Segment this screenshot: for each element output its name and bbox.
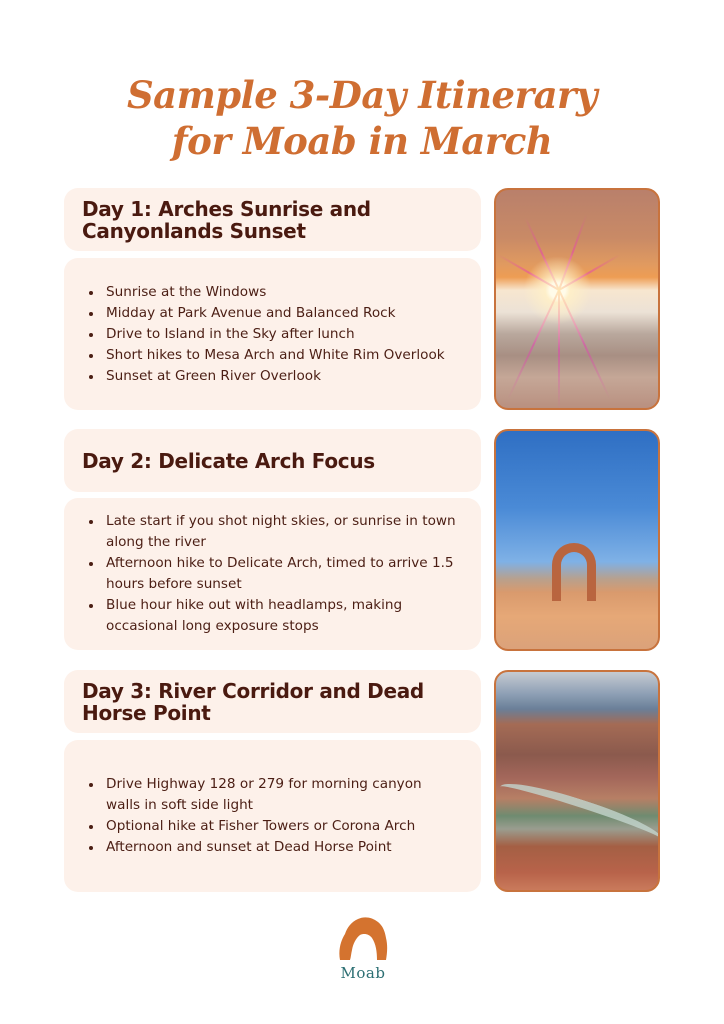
delicate-arch-photo	[494, 429, 660, 651]
list-item: Sunrise at the Windows	[104, 282, 459, 303]
title-line-1: Sample 3-Day Itinerary	[126, 73, 598, 117]
day-3-body-card	[64, 740, 481, 892]
day-3-heading: Day 3: River Corridor and Dead Horse Point	[82, 678, 424, 725]
list-item: Sunset at Green River Overlook	[104, 366, 459, 387]
title-line-2: for Moab in March	[171, 119, 553, 163]
list-item: Drive to Island in the Sky after lunch	[104, 324, 459, 345]
day-2-heading: Day 2: Delicate Arch Focus	[82, 448, 375, 473]
page-title	[0, 72, 724, 164]
day-2-list	[104, 511, 459, 637]
list-item: Midday at Park Avenue and Balanced Rock	[104, 303, 459, 324]
moab-logo	[334, 914, 392, 984]
dead-horse-point-photo	[494, 670, 660, 892]
list-item: Afternoon hike to Delicate Arch, timed to arrive 1.5 hours before sunset	[104, 553, 459, 595]
day-3-list	[104, 774, 459, 858]
day-1-body-card	[64, 258, 481, 410]
day-3-heading-card	[64, 670, 481, 733]
list-item: Short hikes to Mesa Arch and White Rim Overlook	[104, 345, 459, 366]
river-shape	[496, 774, 660, 851]
list-item: Drive Highway 128 or 279 for morning canyon walls in soft side light	[104, 774, 459, 816]
arch-icon	[336, 914, 390, 962]
list-item: Blue hour hike out with headlamps, making occasional long exposure stops	[104, 595, 459, 637]
list-item: Afternoon and sunset at Dead Horse Point	[104, 837, 459, 858]
day-2-heading-card	[64, 429, 481, 492]
logo-text: Moab	[340, 964, 386, 982]
day-1-heading: Day 1: Arches Sunrise and Canyonlands Sunset	[82, 196, 371, 243]
arch-shape	[552, 543, 596, 601]
day-1-list	[104, 282, 459, 387]
list-item: Optional hike at Fisher Towers or Corona Arch	[104, 816, 459, 837]
day-2-body-card	[64, 498, 481, 650]
mesa-arch-sunburst-photo	[494, 188, 660, 410]
list-item: Late start if you shot night skies, or sunrise in town along the river	[104, 511, 459, 553]
day-1-heading-card	[64, 188, 481, 251]
